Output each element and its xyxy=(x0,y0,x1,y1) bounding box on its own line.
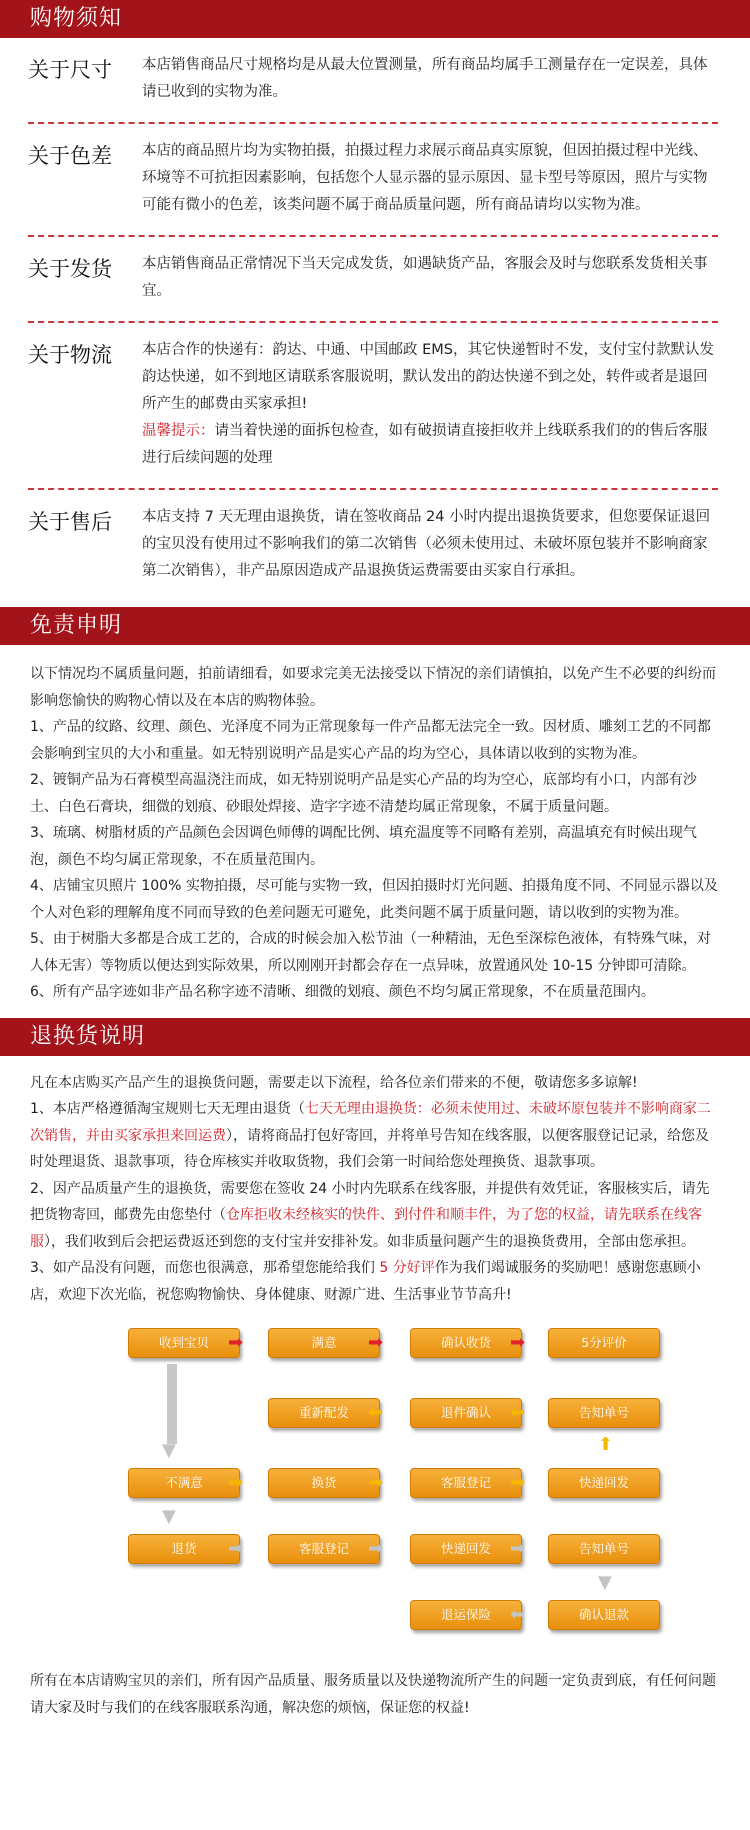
flow-step-confirm-refund: 确认退款 xyxy=(548,1600,660,1630)
disclaimer-intro: 以下情况均不属质量问题，拍前请细看，如要求完美无法接受以下情况的亲们请慎拍，以免产生不必要的纠纷而影响您愉快的购物心情以及在本店的购物体验。 xyxy=(30,666,716,709)
tip-text: 请当着快递的面拆包检查，如有破损请直接拒收并上线联系我们的的售后客服进行后续问题的处理 xyxy=(142,423,708,466)
returns-item-2 xyxy=(30,1176,720,1256)
returns-text: 作为我们竭诚服务的奖励吧！感谢您惠顾小店，欢迎下次光临，祝您购物愉快、身体健康、财源广进、生活事业节节高升! xyxy=(30,1260,701,1303)
notice-title: 关于色差 xyxy=(28,144,112,168)
returns-item-1 xyxy=(30,1096,720,1176)
disclaimer-item: 4、店铺宝贝照片 100% 实物拍摄，尽可能与实物一致，但因拍摄时灯光问题、拍摄角度不同、不同显示器以及个人对色彩的理解角度不同而导致的色差问题无可避免，此类问题不属于质量问题，请以收到的实物为准。 xyxy=(30,878,718,921)
disclaimer-item: 6、所有产品字迹如非产品名称字迹不清晰、细微的划痕、颜色不均匀属正常现象，不在质量范围内。 xyxy=(30,984,655,1000)
arrow-right-icon: ➡ xyxy=(510,1332,526,1353)
returns-text: ），请将商品打包好寄回，并将单号告知在线客服，以便客服登记记录，给您及时处理退货、退款事项，待仓库核实并收取货物，我们会第一时间给您处理换货、退款事项。 xyxy=(30,1127,709,1170)
notice-text: 本店合作的快递有：韵达、中通、中国邮政 EMS，其它快递暂时不发，支付宝付款默认发韵达快递，如不到地区请联系客服说明，默认发出的韵达快递不到之处，转件或者是退回所产生的邮费由买家承担! xyxy=(142,342,714,412)
arrow-up-icon: ⬆ xyxy=(598,1434,614,1455)
returns-flowchart xyxy=(0,1320,750,1660)
flow-step-return-insurance: 退运保险 xyxy=(410,1600,522,1630)
returns-text: ），我们收到后会把运费返还到您的支付宝并安排补发。如非质量问题产生的退换货费用，全部由您承担。 xyxy=(44,1233,695,1250)
flow-step-refund-goods: 退货 xyxy=(128,1534,240,1564)
returns-intro: 凡在本店购买产品产生的退换货问题，需要走以下流程，给各位亲们带来的不便，敬请您多多谅解! xyxy=(30,1074,638,1091)
notice-title: 关于尺寸 xyxy=(28,58,112,82)
flow-step-tell-no: 告知单号 xyxy=(548,1398,660,1428)
flow-step-reship: 重新配发 xyxy=(268,1398,380,1428)
arrow-left-icon: ⬅ xyxy=(368,1402,384,1423)
arrow-right-icon: ➡ xyxy=(228,1538,244,1559)
returns-body xyxy=(0,1056,750,1309)
flow-step-return-confirm: 退件确认 xyxy=(410,1398,522,1428)
flow-step-express-back: 快递回发 xyxy=(548,1468,660,1498)
notice-banner: 购物须知 xyxy=(0,0,750,38)
returns-text: 2、因产品质量产生的退换货，需要您在签收 24 小时内先联系在线客服，并提供有效凭证，客服核实后，请先把货物寄回，邮费先由您垫付（ xyxy=(30,1180,710,1223)
notice-size xyxy=(28,38,718,124)
arrow-left-icon: ⬅ xyxy=(510,1402,526,1423)
returns-text: 3、如产品没有问题，而您也很满意，那希望您能给我们 xyxy=(30,1260,380,1276)
flow-step-satisfied: 满意 xyxy=(268,1328,380,1358)
arrow-right-icon: ➡ xyxy=(368,1538,384,1559)
returns-highlight: 七天无理由退换货：必须未使用过、未破坏原包装并不影响商家二次销售，并由买家承担来回运费 xyxy=(30,1101,711,1144)
returns-highlight: 5 分好评 xyxy=(379,1260,435,1276)
notice-text: 本店支持 7 天无理由退换货，请在签收商品 24 小时内提出退换货要求，但您要保证退回的宝贝没有使用过不影响我们的第二次销售（必须未使用过、未破坏原包装并不影响商家第二次销售），非产品原因造成产品退换货运费需要由买家自行承担。 xyxy=(142,509,711,579)
notice-body xyxy=(142,337,718,472)
flow-step-cs-register: 客服登记 xyxy=(410,1468,522,1498)
arrow-right-icon: ➡ xyxy=(228,1472,244,1493)
arrow-left-icon: ⬅ xyxy=(510,1604,526,1625)
footer-text: 所有在本店请购宝贝的亲们，所有因产品质量、服务质量以及快递物流所产生的问题一定负责到底，有任何问题请大家及时与我们的在线客服联系沟通，解决您的烦恼，保证您的权益! xyxy=(30,1673,716,1716)
arrow-down-icon: ▼ xyxy=(598,1572,612,1593)
notice-title: 关于物流 xyxy=(28,343,112,367)
notice-aftersales xyxy=(28,490,718,601)
notice-title: 关于发货 xyxy=(28,257,112,281)
arrow-right-icon: ➡ xyxy=(510,1538,526,1559)
notice-shipping xyxy=(28,237,718,323)
notice-text: 本店销售商品正常情况下当天完成发货，如遇缺货产品，客服会及时与您联系发货相关事宜。 xyxy=(142,256,708,299)
flow-step-exchange: 换货 xyxy=(268,1468,380,1498)
notice-text: 本店的商品照片均为实物拍摄，拍摄过程力求展示商品真实原貌，但因拍摄过程中光线、环境等不可抗拒因素影响，包括您个人显示器的显示原因、显卡型号等原因，照片与实物可能有微小的色差，该类问题不属于商品质量问题，所有商品请均以实物为准。 xyxy=(142,143,708,213)
disclaimer-item: 5、由于树脂大多都是合成工艺的，合成的时候会加入松节油（一种精油，无色至深棕色液体，有特殊气味，对人体无害）等物质以便达到实际效果，所以刚刚开封都会存在一点异味，放置通风处 10-15 分钟即可清除。 xyxy=(30,931,711,974)
returns-banner: 退换货说明 xyxy=(0,1018,750,1056)
disclaimer-item: 1、产品的纹路、纹理、颜色、光泽度不同为正常现象每一件产品都无法完全一致。因材质、雕刻工艺的不同都会影响到宝贝的大小和重量。如无特别说明产品是实心产品的均为空心，具体请以收到的实物为准。 xyxy=(30,719,711,762)
flow-step-rate: 5分评价 xyxy=(548,1328,660,1358)
arrow-right-icon: ➡ xyxy=(510,1472,526,1493)
disclaimer-item: 3、琉璃、树脂材质的产品颜色会因调色师傅的调配比例、填充温度等不同略有差别，高温填充有时候出现气泡，颜色不均匀属正常现象，不在质量范围内。 xyxy=(30,825,697,868)
returns-highlight: 仓库拒收未经核实的快件、到付件和顺丰件，为了您的权益，请先联系在线客服 xyxy=(30,1207,702,1250)
flow-connector xyxy=(167,1364,177,1444)
disclaimer-banner: 免责申明 xyxy=(0,607,750,645)
flow-step-tell-no-2: 告知单号 xyxy=(548,1534,660,1564)
flow-step-cs-register-2: 客服登记 xyxy=(268,1534,380,1564)
disclaimer-item: 2、镀铜产品为石膏模型高温浇注而成，如无特别说明产品是实心产品的均为空心，底部均有小口，内部有沙土、白色石膏块，细微的划痕、砂眼处焊接、造字字迹不清楚均属正常现象，不属于质量问题。 xyxy=(30,772,697,815)
flow-step-receive: 收到宝贝 xyxy=(128,1328,240,1358)
notice-list xyxy=(0,38,750,601)
arrow-down-icon: ▼ xyxy=(162,1506,176,1527)
flow-step-unsatisfied: 不满意 xyxy=(128,1468,240,1498)
arrow-right-icon: ➡ xyxy=(368,1472,384,1493)
disclaimer-body xyxy=(0,645,750,1018)
notice-text: 本店销售商品尺寸规格均是从最大位置测量，所有商品均属手工测量存在一定误差，具体请已收到的实物为准。 xyxy=(142,57,708,100)
flow-step-express-back-2: 快递回发 xyxy=(410,1534,522,1564)
arrow-right-icon: ➡ xyxy=(228,1332,244,1353)
notice-color xyxy=(28,124,718,237)
arrow-down-icon: ▼ xyxy=(162,1440,176,1461)
flow-step-confirm: 确认收货 xyxy=(410,1328,522,1358)
tip-label: 温馨提示： xyxy=(142,423,215,439)
arrow-right-icon: ➡ xyxy=(368,1332,384,1353)
notice-logistics xyxy=(28,323,718,490)
returns-text: 1、本店严格遵循淘宝规则七天无理由退货（ xyxy=(30,1101,305,1117)
notice-title: 关于售后 xyxy=(28,510,112,534)
returns-item-3 xyxy=(30,1255,720,1308)
